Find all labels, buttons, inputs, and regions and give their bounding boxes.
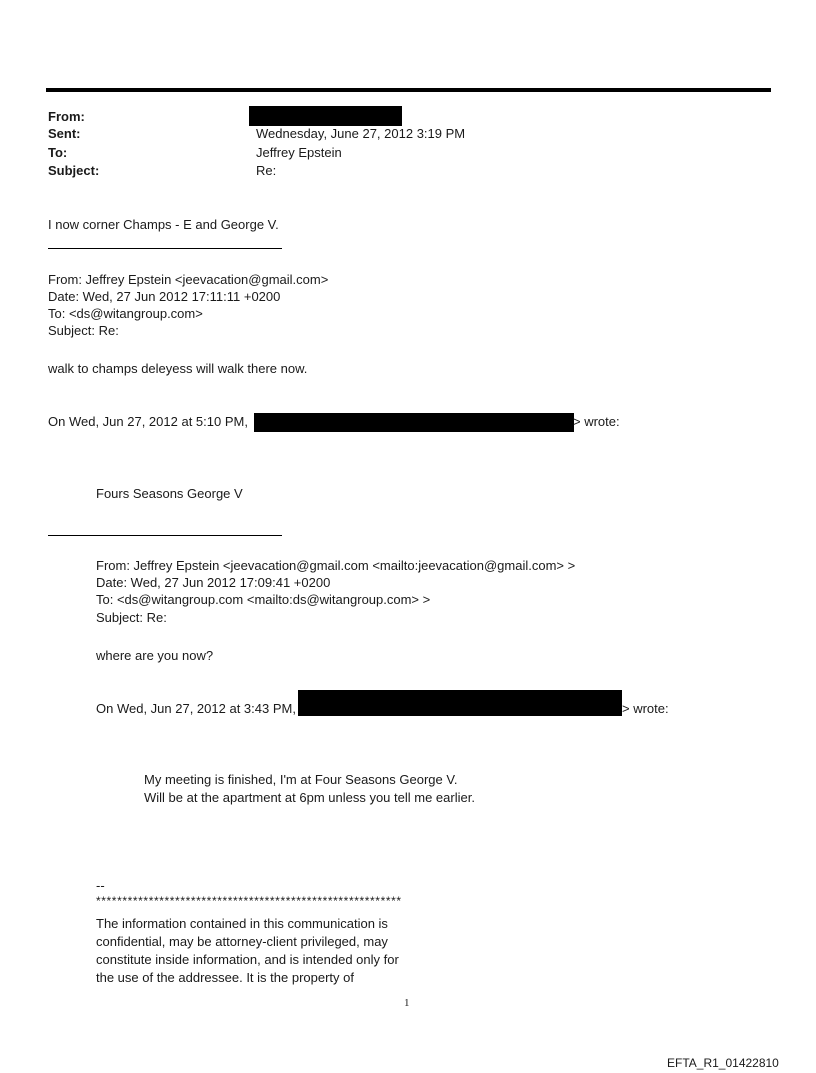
quote1-on-wrote-suffix: > wrote: (573, 414, 620, 429)
quote1-message: walk to champs deleyess will walk there now. (48, 361, 308, 376)
to-value: Jeffrey Epstein (256, 145, 342, 160)
from-label: From: (48, 109, 85, 124)
signature-dashes: -- (96, 878, 105, 893)
sent-value: Wednesday, June 27, 2012 3:19 PM (256, 126, 466, 141)
quote3-line1: My meeting is finished, I'm at Four Seasons George V. (144, 772, 458, 787)
separator-line (48, 248, 282, 249)
quote2-date: Date: Wed, 27 Jun 2012 17:09:41 +0200 (96, 575, 331, 590)
document-id: EFTA_R1_01422810 (667, 1056, 779, 1070)
quote3-line2: Will be at the apartment at 6pm unless you tell me earlier. (144, 790, 475, 805)
subject-label: Subject: (48, 163, 100, 178)
page-number: 1 (404, 997, 410, 1009)
quote1-on-wrote-prefix: On Wed, Jun 27, 2012 at 5:10 PM, (48, 414, 248, 429)
quote2-message: where are you now? (96, 648, 214, 663)
disclaimer-line: the use of the addressee. It is the property of (96, 970, 354, 985)
redacted-sender (249, 106, 402, 126)
quote1-to: To: <ds@witangroup.com> (48, 306, 203, 321)
to-label: To: (48, 145, 68, 160)
quote1-date: Date: Wed, 27 Jun 2012 17:11:11 +0200 (48, 289, 281, 304)
sent-label: Sent: (48, 126, 81, 141)
quote2-to: To: <ds@witangroup.com <mailto:ds@witangroup.com> > (96, 592, 431, 607)
quote2-from: From: Jeffrey Epstein <jeevacation@gmail.com <mailto:jeevacation@gmail.com> > (96, 558, 576, 573)
quote1-from: From: Jeffrey Epstein <jeevacation@gmail.com> (48, 272, 329, 287)
disclaimer-line: confidential, may be attorney-client privileged, may (96, 934, 388, 949)
redacted-sender (254, 413, 574, 432)
reply-text: I now corner Champs - E and George V. (48, 217, 279, 232)
quote2-on-wrote-prefix: On Wed, Jun 27, 2012 at 3:43 PM, (96, 701, 296, 716)
disclaimer-line: The information contained in this communication is (96, 916, 388, 931)
separator-line (48, 535, 282, 536)
redacted-sender (298, 690, 622, 716)
subject-value: Re: (256, 163, 277, 178)
quote2-on-wrote-suffix: > wrote: (622, 701, 669, 716)
disclaimer-line: constitute inside information, and is intended only for (96, 952, 399, 967)
asterisk-divider: ********************************************************** (96, 894, 402, 908)
quote2-subject: Subject: Re: (96, 610, 167, 625)
header-rule (46, 88, 771, 92)
quote1-subject: Subject: Re: (48, 323, 119, 338)
quote1-nested-reply: Fours Seasons George V (96, 486, 243, 501)
